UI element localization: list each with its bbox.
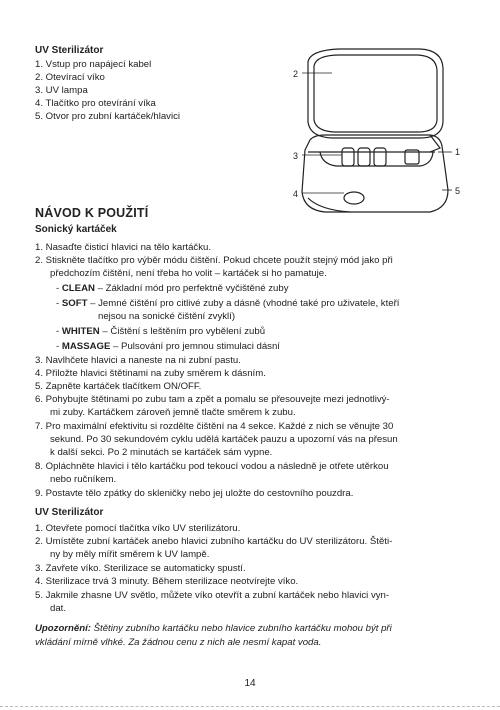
callout-1: 1	[455, 147, 461, 157]
mode-soft-name: SOFT	[61, 298, 88, 309]
mode-soft: - SOFT – Jemné čištění pro citlivé zuby a dásně (vhodné také pro uživatele, kteří	[56, 298, 400, 309]
brush-section-title: Sonický kartáček	[35, 224, 117, 235]
step-8-line1: 8. Opláchněte hlavici i tělo kartáčku pod tekoucí vodou a následně je otřete utěrkou	[35, 461, 389, 472]
mode-soft-desc: – Jemné čištění pro citlivé zuby a dásně (vhodné také pro uživatele, kteří	[87, 298, 400, 309]
mode-whiten-desc: – Čištění s leštěním pro vybělení zubů	[99, 326, 266, 337]
uv-step-5-line2: dat.	[50, 603, 67, 614]
mode-soft-line2: nejsou na sonické čištění zvyklí)	[98, 311, 236, 322]
part-item: 1. Vstup pro napájecí kabel	[35, 59, 152, 70]
step-5: 5. Zapněte kartáček tlačítkem ON/OFF.	[35, 381, 202, 392]
mode-whiten-name: WHITEN	[61, 326, 100, 337]
manual-title: NÁVOD K POUŽITÍ	[35, 206, 149, 220]
uv-step-2-line1: 2. Umístěte zubní kartáček anebo hlavici zubního kartáčku do UV sterilizátoru. Štěti-	[35, 536, 393, 547]
mode-clean-desc: – Základní mód pro perfektně vyčištěné zuby	[94, 283, 289, 294]
mode-whiten: - WHITEN – Čištění s leštěním pro vybělení zubů	[56, 326, 266, 337]
part-item: 4. Tlačítko pro otevírání víka	[35, 98, 156, 109]
uv-step-1: 1. Otevřete pomocí tlačítka víko UV sterilizátoru.	[35, 523, 241, 534]
part-item: 5. Otvor pro zubní kartáček/hlavici	[35, 111, 181, 122]
mode-massage-desc: – Pulsování pro jemnou stimulaci dásní	[110, 341, 280, 352]
step-6-line1: 6. Pohybujte štětinami po zubu tam a zpět a pomalu se přesouvejte mezi jednotlivý-	[35, 394, 390, 405]
step-7-line1: 7. Pro maximální efektivitu si rozdělte čištění na 4 sekce. Každé z nich se věnujte 30	[35, 421, 394, 432]
step-8-line2: nebo ručníkem.	[50, 474, 117, 485]
step-3: 3. Navlhčete hlavici a naneste na ni zubní pastu.	[35, 355, 241, 366]
page-number: 14	[244, 678, 256, 689]
step-2-line2: předchozím čištění, není třeba ho volit – kartáček si ho pamatuje.	[50, 268, 327, 279]
uv-step-2-line2: ny by měly mířit směrem k UV lampě.	[50, 549, 210, 560]
callout-2: 2	[293, 69, 299, 79]
uv-step-4: 4. Sterilizace trvá 3 minuty. Během sterilizace neotvírejte víko.	[35, 576, 299, 587]
mode-clean: - CLEAN – Základní mód pro perfektně vyčištěné zuby	[56, 283, 289, 294]
step-7-line2: sekund. Po 30 sekundovém cyklu udělá kartáček pauzu a upozorní vás na přesun	[50, 434, 398, 445]
sterilizer-diagram	[280, 40, 465, 230]
mode-massage: - MASSAGE – Pulsování pro jemnou stimulaci dásní	[56, 341, 280, 352]
mode-massage-name: MASSAGE	[61, 341, 111, 352]
warning-line2: vkládání mírně vlhké. Za žádnou cenu z nich ale nesmí kapat voda.	[35, 637, 322, 648]
sterilizer-parts-title: UV Sterilizátor	[35, 45, 104, 56]
step-1: 1. Nasaďte čisticí hlavici na tělo kartáčku.	[35, 242, 211, 253]
step-9: 9. Postavte tělo zpátky do skleničky nebo jej uložte do cestovního pouzdra.	[35, 488, 354, 499]
part-item: 2. Otevírací víko	[35, 72, 105, 83]
step-7-line3: k další sekci. Po 2 minutách se kartáček sám vypne.	[50, 447, 273, 458]
callout-4: 4	[293, 189, 299, 199]
mode-clean-name: CLEAN	[61, 283, 95, 294]
sterilizer-illustration	[280, 40, 465, 230]
uv-step-5-line1: 5. Jakmile zhasne UV světlo, můžete víko otevřít a zubní kartáček nebo hlavici vyn-	[35, 590, 390, 601]
warning-text-a: Štětiny zubního kartáčku nebo hlavice zubního kartáčku mohou být při	[90, 623, 392, 634]
warning-line1	[35, 622, 392, 635]
step-2-line1: 2. Stiskněte tlačítko pro výběr módu čištění. Pokud chcete použít stejný mód jako při	[35, 255, 393, 266]
part-item: 3. UV lampa	[35, 85, 88, 96]
callout-5: 5	[455, 186, 461, 196]
step-4: 4. Přiložte hlavici štětinami na zuby směrem k dásním.	[35, 368, 266, 379]
callout-3: 3	[293, 151, 299, 161]
step-6-line2: mi zuby. Kartáčkem zároveň jemně tlačte směrem k zubu.	[50, 407, 296, 418]
uv-step-3: 3. Zavřete víko. Sterilizace se automaticky spustí.	[35, 563, 246, 574]
uv-section-title: UV Sterilizátor	[35, 507, 104, 518]
warning-label: Upozornění:	[35, 623, 91, 634]
footer-divider	[0, 706, 500, 707]
